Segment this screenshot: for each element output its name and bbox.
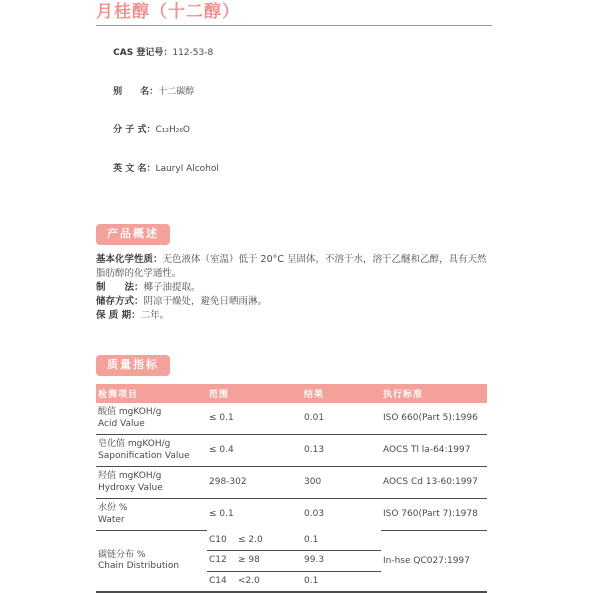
cell-test-item xyxy=(96,499,207,531)
cell-standard: In-hse QC027:1997 xyxy=(381,531,487,593)
test-item-en: Chain Distribution xyxy=(98,561,180,572)
cell-result: 0.01 xyxy=(304,413,325,424)
overview-item-text: 二年。 xyxy=(140,310,170,322)
info-row-cas xyxy=(96,35,492,73)
carbon-label: C12 xyxy=(209,555,227,566)
column-header-standard: 执行标准 xyxy=(381,384,487,403)
column-header-test-item: 检测项目 xyxy=(96,384,207,403)
test-item-en: Acid Value xyxy=(98,418,145,429)
page-content xyxy=(96,0,492,593)
overview-item-storage xyxy=(96,295,492,309)
quality-index-table xyxy=(96,384,487,593)
table-row-saponification-value xyxy=(96,435,487,467)
info-row-alias xyxy=(96,73,492,111)
cell-range: ≤ 0.1 xyxy=(207,499,302,531)
cell-test-item xyxy=(96,531,207,593)
cell-result: 300 xyxy=(302,467,381,499)
cell-test-item xyxy=(96,435,207,467)
test-item-en: Water xyxy=(98,514,125,525)
cell-range xyxy=(207,531,302,551)
table-row-water xyxy=(96,499,487,531)
overview-item-label: 制 法： xyxy=(96,282,144,294)
cell-range: 298-302 xyxy=(207,467,302,499)
section-badge-quality-index: 质量指标 xyxy=(96,355,170,376)
info-value: 112-53-8 xyxy=(172,48,214,59)
cell-standard: AOCS Cd 13-60:1997 xyxy=(381,467,487,499)
cell-result: 0.1 xyxy=(304,534,319,545)
cell-result: 0.1 xyxy=(302,571,381,592)
info-label: 英 文 名： xyxy=(113,163,156,174)
info-value: Lauryl Alcohol xyxy=(155,163,219,174)
column-header-range: 范围 xyxy=(207,384,302,403)
info-label: CAS 登记号： xyxy=(113,48,173,59)
test-item-zh: 碳链分布 % xyxy=(98,549,146,560)
cell-range xyxy=(207,551,302,572)
section-badge-product-overview: 产品概述 xyxy=(96,224,170,245)
info-label: 分 子 式： xyxy=(113,125,156,136)
test-item-zh: 酸值 mgKOH/g xyxy=(98,407,162,418)
info-value: 十二碳醇 xyxy=(158,86,195,97)
cell-standard: AOCS Tl la-64:1997 xyxy=(381,435,487,467)
cell-result: 99.3 xyxy=(302,551,381,572)
overview-item-text: 无色液体（室温）低于 20°C 呈固体，不溶于水，溶于乙醚和乙醇，具有天然脂肪醇的化学通性。 xyxy=(96,254,487,280)
overview-item-production-method xyxy=(96,281,492,295)
info-row-english-name xyxy=(96,150,492,188)
overview-item-text: 阴凉干燥处，避免日晒雨淋。 xyxy=(143,296,268,308)
overview-item-label: 储存方式： xyxy=(96,296,144,308)
carbon-label: C10 xyxy=(209,534,227,545)
overview-item-chemical-properties xyxy=(96,253,492,281)
overview-item-text: 椰子油提取。 xyxy=(143,282,201,294)
test-item-zh: 水份 % xyxy=(98,503,128,514)
test-item-en: Hydroxy Value xyxy=(98,482,163,493)
cell-range xyxy=(207,571,302,592)
carbon-range: ≥ 98 xyxy=(238,555,260,566)
carbon-range: ≤ 2.0 xyxy=(238,534,263,545)
test-item-zh: 羟值 mgKOH/g xyxy=(98,471,162,482)
column-header-result: 结果 xyxy=(302,384,381,403)
table-row-chain-distribution-c10 xyxy=(96,531,487,551)
cell-test-item xyxy=(96,467,207,499)
carbon-range: <2.0 xyxy=(238,575,260,586)
cell-standard: ISO 660(Part 5):1996 xyxy=(383,413,478,424)
info-label: 别 名： xyxy=(113,86,159,97)
cell-range: ≤ 0.4 xyxy=(207,435,302,467)
overview-item-label: 基本化学性质： xyxy=(96,254,163,266)
cell-test-item xyxy=(96,403,207,435)
cell-result: 0.03 xyxy=(302,499,381,531)
overview-item-shelf-life xyxy=(96,309,492,323)
table-header-row xyxy=(96,384,487,403)
info-value: C₁₂H₂₆O xyxy=(155,125,191,136)
product-overview-body xyxy=(96,253,492,323)
cell-result: 0.13 xyxy=(302,435,381,467)
table-row-hydroxy-value xyxy=(96,467,487,499)
cell-standard: ISO 760(Part 7):1978 xyxy=(381,499,487,531)
basic-info-list xyxy=(96,35,492,189)
cell-range: ≤ 0.1 xyxy=(209,413,234,424)
info-row-formula xyxy=(96,111,492,149)
table-row-acid-value xyxy=(96,403,487,435)
overview-item-label: 保 质 期： xyxy=(96,310,141,322)
test-item-en: Saponification Value xyxy=(98,450,190,461)
page-title: 月桂醇（十二醇） xyxy=(96,3,492,26)
carbon-label: C14 xyxy=(209,575,227,586)
test-item-zh: 皂化值 mgKOH/g xyxy=(98,439,171,450)
